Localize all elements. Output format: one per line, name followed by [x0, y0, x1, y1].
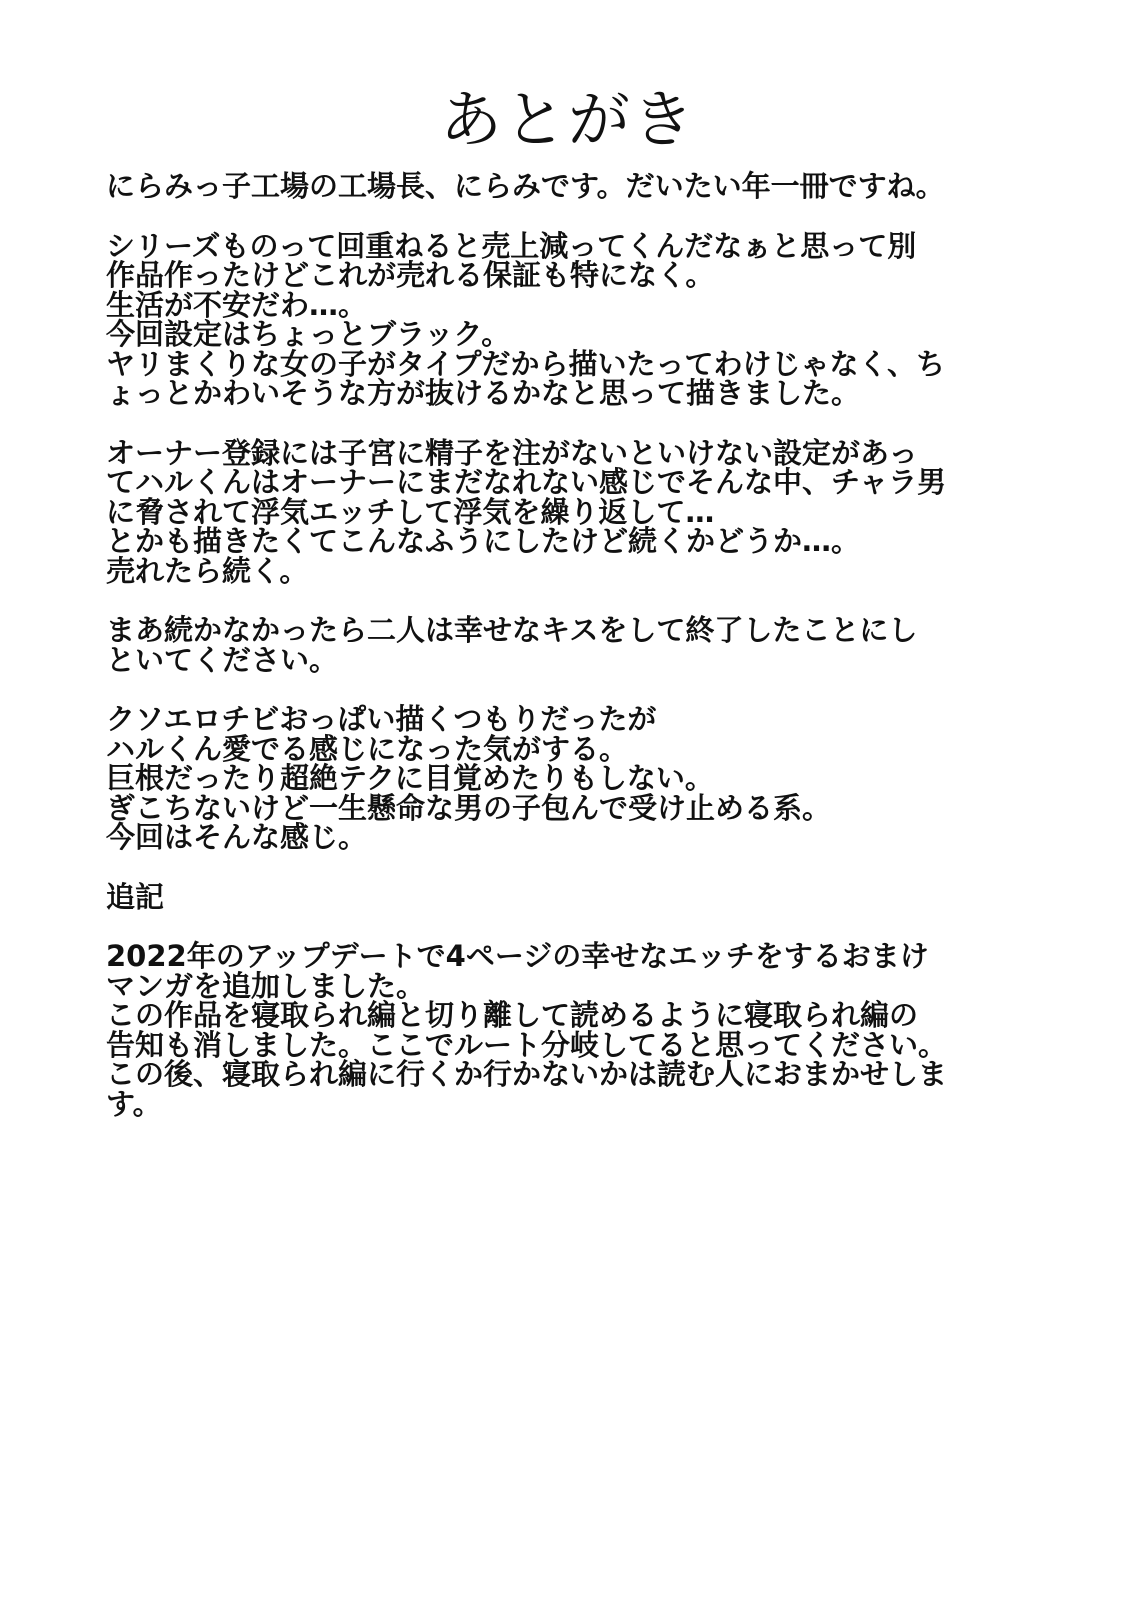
text-line: マンガを追加しました。: [106, 968, 426, 1003]
text-line: す。: [106, 1086, 162, 1121]
text-line: 売れたら続く。: [106, 553, 309, 588]
text-line: 今回設定はちょっとブラック。: [106, 317, 511, 351]
text-line: 告知も消しました。ここでルート分岐してると思ってください。: [106, 1027, 948, 1062]
text-line: にらみっ子工場の工場長、にらみです。だいたい年一冊ですね。: [106, 169, 945, 203]
postscript-heading: [106, 879, 1046, 914]
text-line: ょっとかわいそうな方が抜けるかなと思って描きました。: [106, 376, 861, 410]
text-line: とかも描きたくてこんなふうにしたけど続くかどうか…。: [106, 524, 861, 558]
text-line: 巨根だったり超絶テクに目覚めたりもしない。: [106, 761, 714, 795]
text-line: まあ続かなかったら二人は幸せなキスをして終了したことにし: [106, 613, 918, 647]
paragraph-series: [106, 228, 1046, 410]
text-line: オーナー登録には子宮に精子を注がないといけない設定があっ: [106, 435, 918, 470]
paragraph-setting: [106, 435, 1046, 588]
text-line: ぎこちないけど一生懸命な男の子包んで受け止める系。: [106, 790, 832, 825]
text-line: この後、寝取られ編に行くか行かないかは読む人におまかせしま: [106, 1057, 948, 1091]
paragraph-theme: [106, 702, 1046, 854]
text-line: ヤリまくりな女の子がタイプだから描いたってわけじゃなく、ち: [106, 346, 945, 381]
paragraph-intro: [106, 169, 1046, 203]
text-line: といてください。: [106, 642, 339, 677]
text-line: に脅されて浮気エッチして浮気を繰り返して…: [106, 494, 715, 529]
text-line: てハルくんはオーナーにまだなれない感じでそんな中、チャラ男: [106, 465, 947, 499]
paragraph-postscript: [106, 939, 1046, 1121]
text-line: ハルくん愛でる感じになった気がする。: [106, 731, 629, 766]
text-line: 今回はそんな感じ。: [106, 820, 368, 854]
paragraph-ending: [106, 613, 1046, 677]
text-line: 作品作ったけどこれが売れる保証も特になく。: [106, 258, 715, 292]
text-line: 生活が不安だわ…。: [106, 287, 368, 322]
page-title: あとがき: [439, 83, 696, 156]
text-line: この作品を寝取られ編と切り離して読めるように寝取られ編の: [106, 998, 919, 1032]
afterword-body: [106, 169, 1046, 1149]
text-line: シリーズものって回重ねると売上減ってくんだなぁと思って別: [106, 228, 917, 263]
text-line: 追記: [106, 879, 165, 914]
text-line: クソエロチビおっぱい描くつもりだったが: [106, 702, 657, 736]
text-line: 2022年のアップデートで4ページの幸せなエッチをするおまけ: [106, 939, 929, 973]
